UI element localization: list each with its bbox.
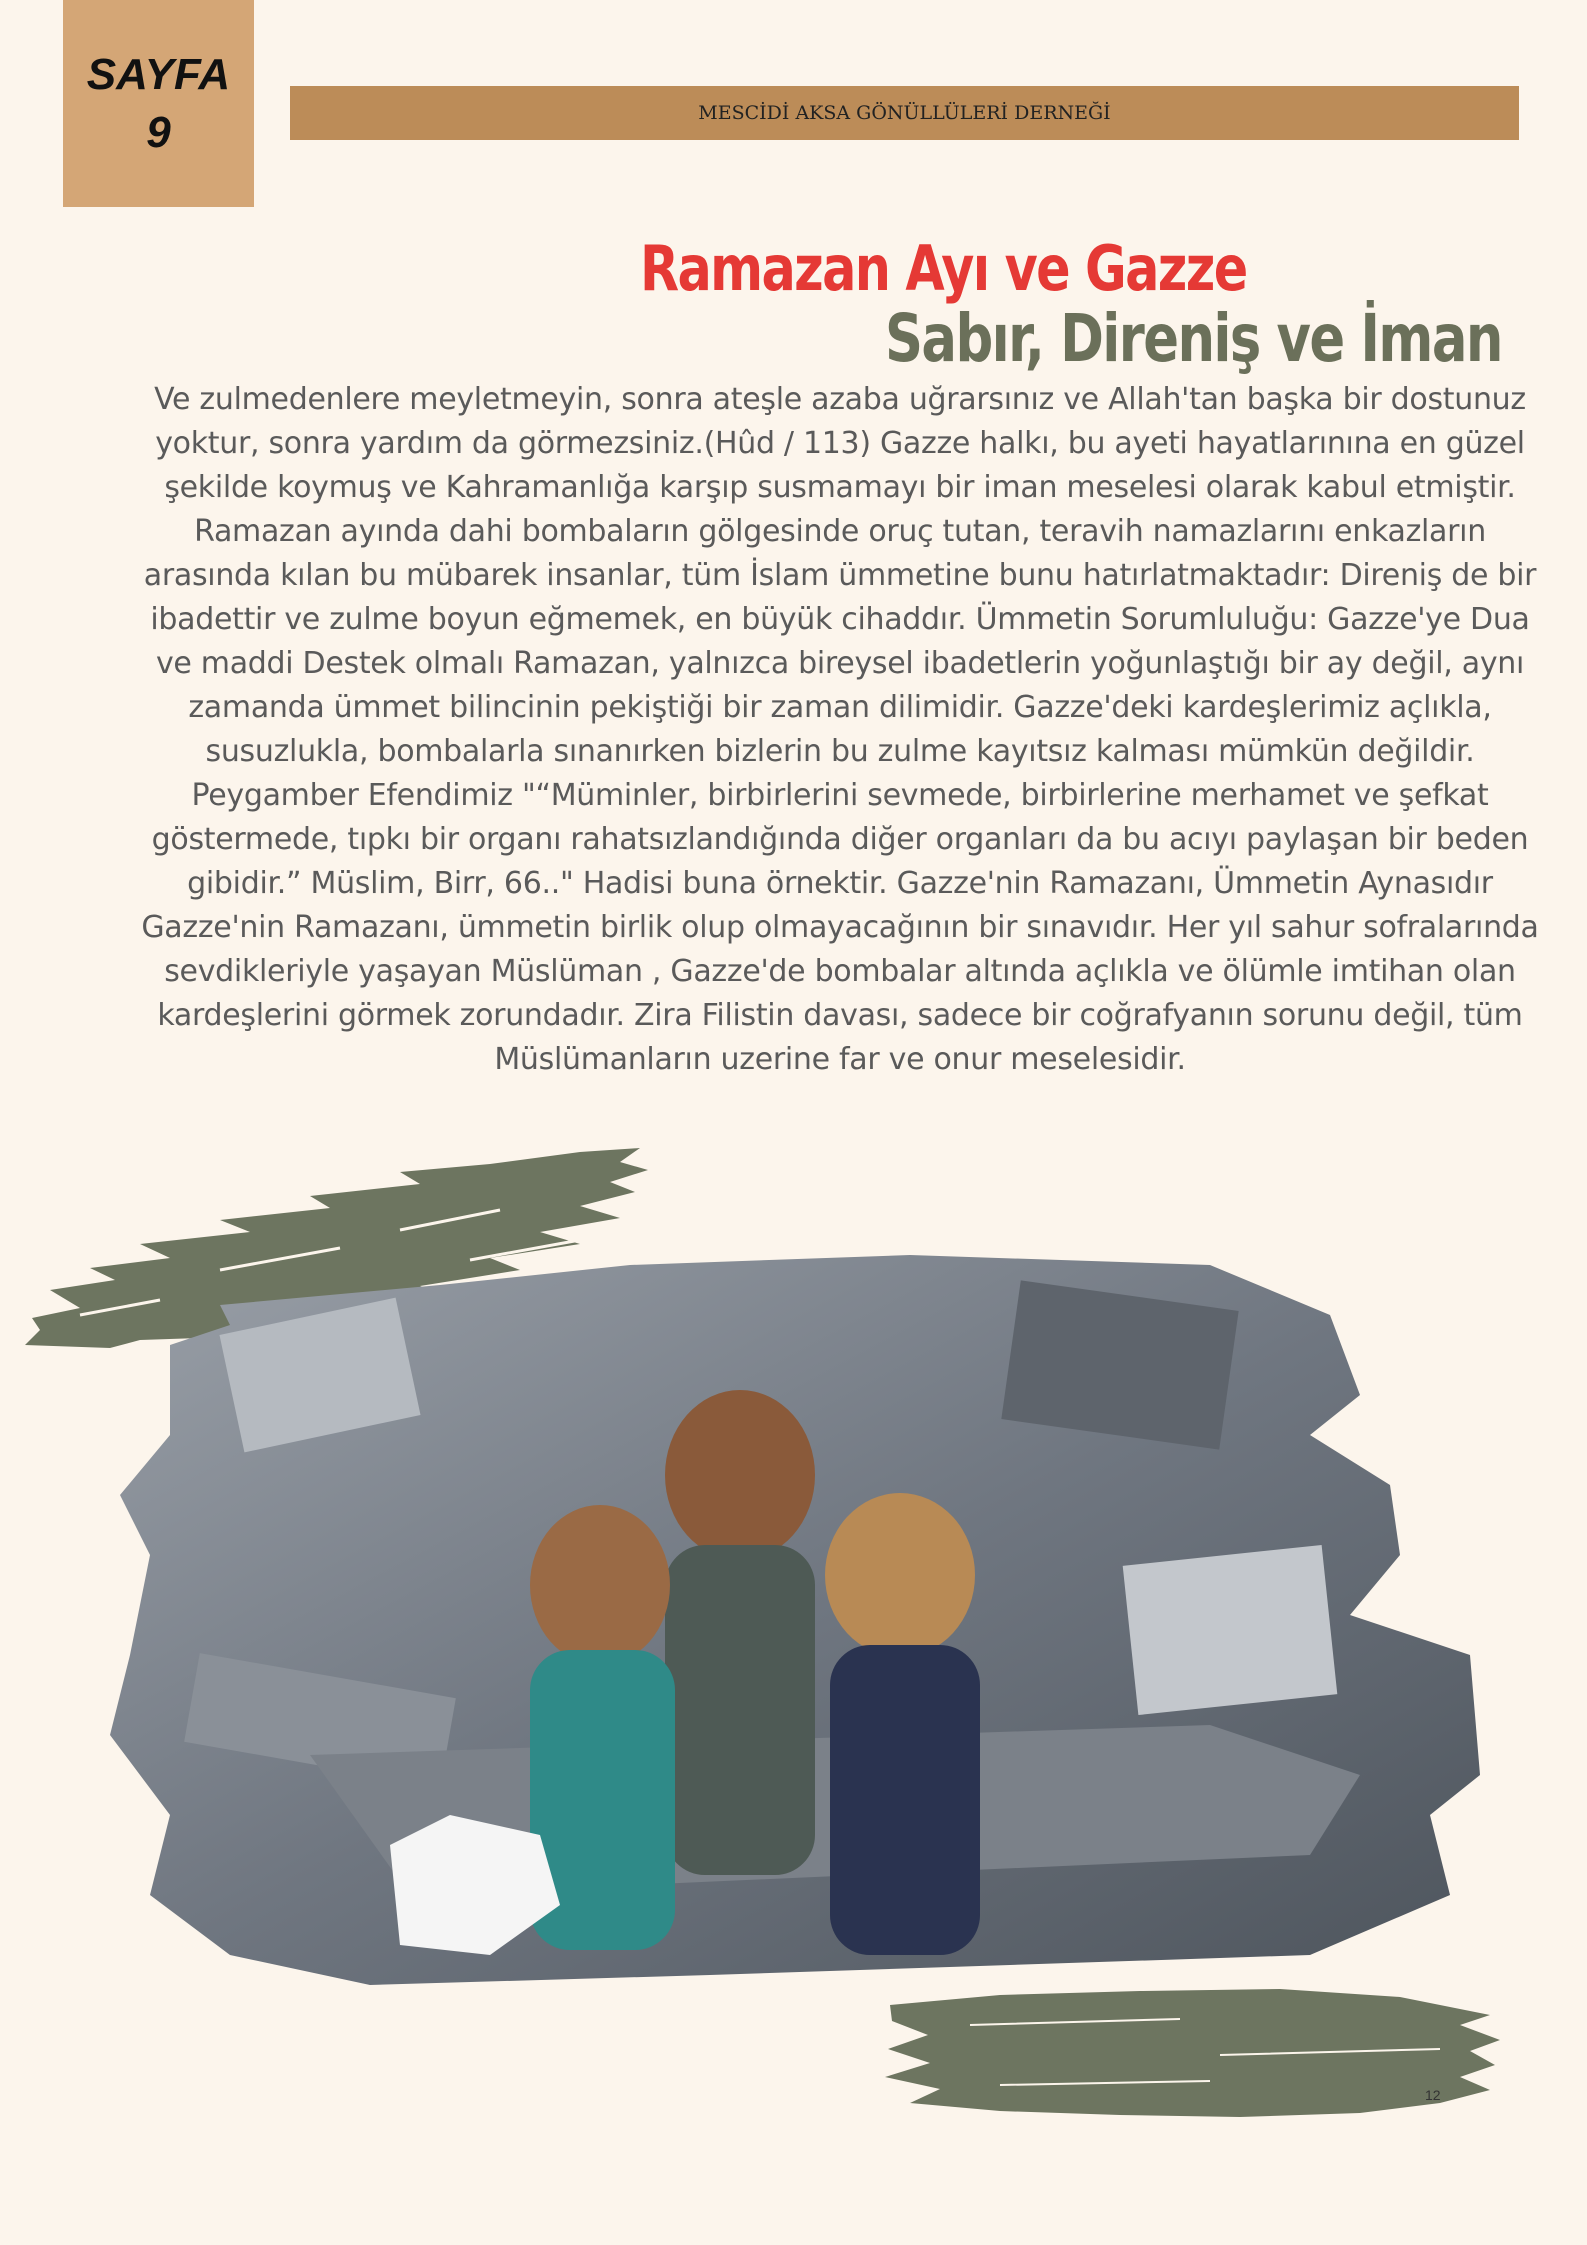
page-number: 12 xyxy=(1425,2087,1441,2103)
page-tab-label: SAYFA xyxy=(86,50,231,100)
organization-name: MESCİDİ AKSA GÖNÜLLÜLERİ DERNEĞİ xyxy=(698,102,1111,124)
article-body: Ve zulmedenlere meyletmeyin, sonra ateşle azaba uğrarsınız ve Allah'tan başka bir dostunuz yoktur, sonra yardım da görmezsiniz.(Hûd / 113) Gazze halkı, bu ayeti hayatlarınına en güzel şekilde koymuş ve Kahramanlığa karşıp susmamayı bir iman meselesi olarak kabul etmiştir. Ramazan ayında dahi bombaların gölgesinde oruç tutan, teravih namazlarını enkazların arasında kılan bu mübarek insanlar, tüm İslam ümmetine bunu hatırlatmaktadır: Direniş de bir ibadettir ve zulme boyun eğmemek, en büyük cihaddır. Ümmetin Sorumluluğu: Gazze'ye Dua ve maddi Destek olmalı Ramazan, yalnızca bireysel ibadetlerin yoğunlaştığı bir ay değil, aynı zamanda ümmet bilincinin pekiştiği bir zaman dilimidir. Gazze'deki kardeşlerimiz açlıkla, susuzlukla, bombalarla sınanırken bizlerin bu zulme kayıtsız kalması mümkün değildir. Peygamber Efendimiz "“Müminler, birbirlerini sevmede, birbirlerine merhamet ve şefkat göstermede, tıpkı bir organı rahatsızlandığında diğer organları da bu acıyı paylaşan bir beden gibidir.” Müslim, Birr, 66.." Hadisi buna örnektir. Gazze'nin Ramazanı, Ümmetin Aynasıdır Gazze'nin Ramazanı, ümmetin birlik olup olmayacağının bir sınavıdır. Her yıl sahur sofralarında sevdikleriyle yaşayan Müslüman , Gazze'de bombalar altında açlıkla ve ölümle imtihan olan kardeşlerini görmek zorundadır. Zira Filistin davası, sadece bir coğrafyanın sorunu değil, tüm Müslümanların uzerine far ve onur meselesidir. xyxy=(141,382,1539,1077)
page-tab-number: 9 xyxy=(146,107,171,157)
gaza-children-photo xyxy=(110,1255,1480,1985)
brush-stroke-bottom xyxy=(880,1985,1505,2120)
article-subtitle: Sabır, Direniş ve İman xyxy=(885,300,1502,377)
page-tab xyxy=(63,0,254,207)
article-title: Ramazan Ayı ve Gazze xyxy=(640,232,1247,305)
header-bar xyxy=(290,86,1519,140)
